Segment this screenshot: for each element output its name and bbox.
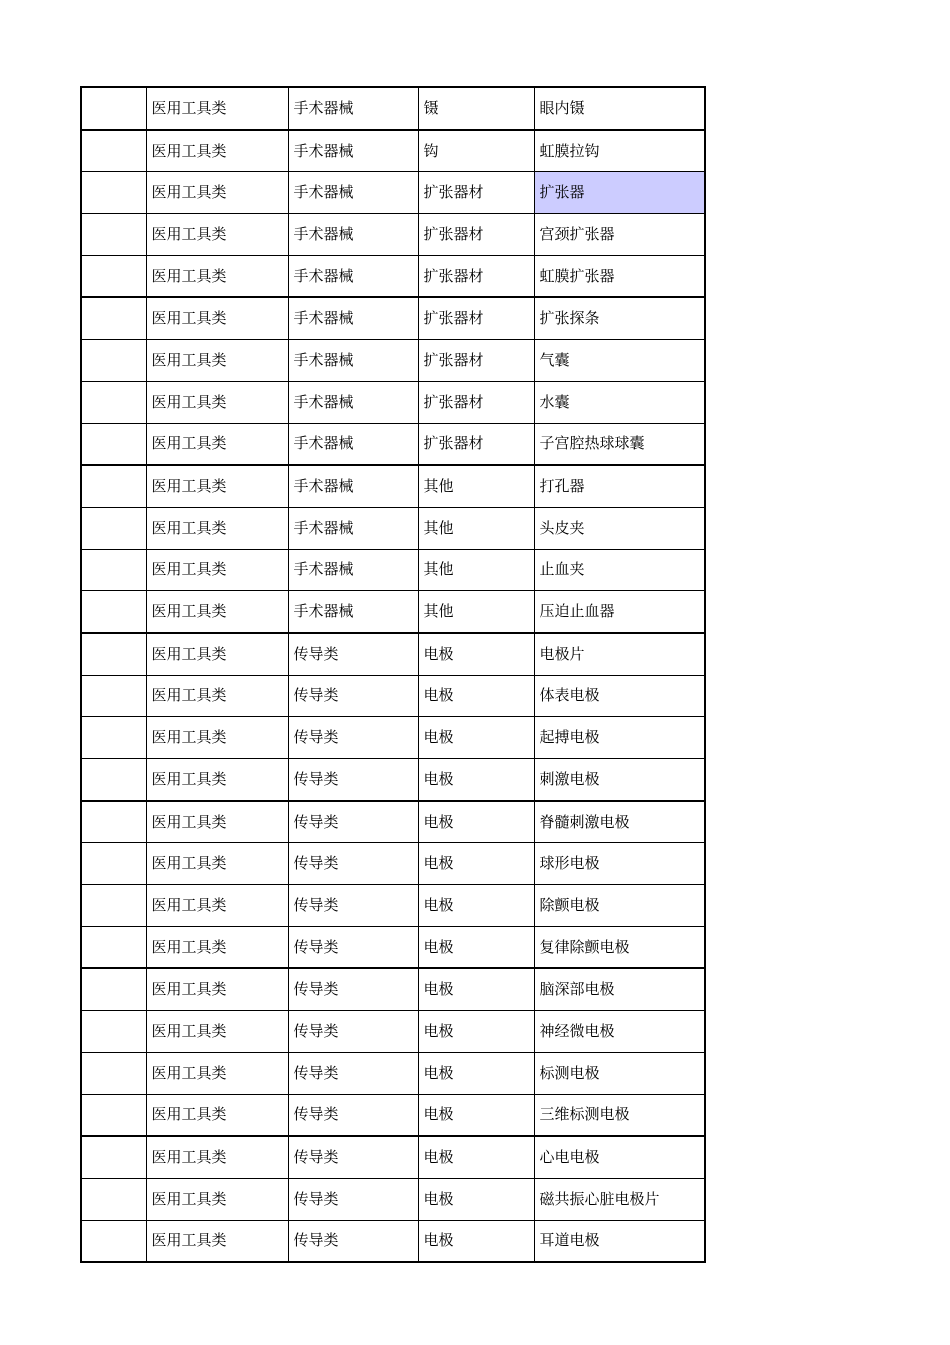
table-cell[interactable]: 神经微电极	[534, 1011, 705, 1053]
table-cell[interactable]: 其他	[418, 591, 534, 633]
table-cell[interactable]: 电极	[418, 843, 534, 885]
table-row	[81, 759, 705, 801]
table-row	[81, 801, 705, 843]
table-cell[interactable]	[81, 675, 146, 717]
table-cell[interactable]	[81, 717, 146, 759]
table-cell[interactable]: 医用工具类	[146, 1178, 288, 1220]
table-cell[interactable]: 除颤电极	[534, 885, 705, 927]
table-cell[interactable]: 传导类	[288, 1178, 418, 1220]
table-row	[81, 1094, 705, 1136]
table-cell[interactable]: 医用工具类	[146, 1011, 288, 1053]
table-cell[interactable]	[81, 87, 146, 130]
table-cell[interactable]: 医用工具类	[146, 465, 288, 507]
table-cell[interactable]	[81, 130, 146, 172]
table-cell[interactable]: 气囊	[534, 340, 705, 382]
table-row	[81, 340, 705, 382]
table-cell[interactable]: 医用工具类	[146, 297, 288, 339]
table-cell[interactable]: 扩张器材	[418, 381, 534, 423]
table-cell[interactable]: 电极	[418, 885, 534, 927]
spreadsheet-table	[80, 86, 706, 1263]
table-cell[interactable]: 扩张器材	[418, 255, 534, 297]
table-cell[interactable]: 传导类	[288, 843, 418, 885]
table-cell[interactable]: 传导类	[288, 801, 418, 843]
table-row	[81, 1136, 705, 1178]
table-cell[interactable]: 医用工具类	[146, 885, 288, 927]
table-cell[interactable]: 传导类	[288, 717, 418, 759]
table-cell[interactable]: 医用工具类	[146, 172, 288, 214]
table-cell[interactable]: 医用工具类	[146, 1220, 288, 1262]
table-cell[interactable]: 传导类	[288, 1220, 418, 1262]
table-cell[interactable]	[81, 633, 146, 675]
table-cell[interactable]: 虹膜扩张器	[534, 255, 705, 297]
table-cell[interactable]: 电极	[418, 968, 534, 1010]
table-cell[interactable]: 电极	[418, 1094, 534, 1136]
table-cell[interactable]: 传导类	[288, 926, 418, 968]
table-cell[interactable]: 传导类	[288, 675, 418, 717]
table-cell[interactable]: 传导类	[288, 1136, 418, 1178]
table-cell[interactable]	[81, 926, 146, 968]
table-cell[interactable]: 电极	[418, 675, 534, 717]
table-cell[interactable]: 脑深部电极	[534, 968, 705, 1010]
table-cell[interactable]	[81, 1220, 146, 1262]
table-cell[interactable]: 医用工具类	[146, 381, 288, 423]
table-row	[81, 926, 705, 968]
table-cell[interactable]: 电极	[418, 1178, 534, 1220]
table-cell[interactable]: 扩张器材	[418, 297, 534, 339]
table-row	[81, 843, 705, 885]
table-cell[interactable]	[81, 340, 146, 382]
table-cell[interactable]: 医用工具类	[146, 340, 288, 382]
table-cell[interactable]: 三维标测电极	[534, 1094, 705, 1136]
table-cell[interactable]: 扩张器材	[418, 423, 534, 465]
table-cell[interactable]	[81, 1011, 146, 1053]
table-cell[interactable]	[81, 549, 146, 591]
table-cell[interactable]	[81, 843, 146, 885]
table-cell[interactable]: 传导类	[288, 1011, 418, 1053]
table-cell[interactable]: 医用工具类	[146, 926, 288, 968]
table-cell[interactable]: 手术器械	[288, 340, 418, 382]
table-cell[interactable]: 手术器械	[288, 172, 418, 214]
table-row	[81, 381, 705, 423]
table-cell[interactable]: 医用工具类	[146, 214, 288, 256]
table-cell[interactable]: 电极	[418, 717, 534, 759]
table-cell[interactable]: 医用工具类	[146, 255, 288, 297]
table-cell[interactable]: 医用工具类	[146, 130, 288, 172]
table-cell[interactable]: 电极	[418, 633, 534, 675]
table-cell[interactable]: 压迫止血器	[534, 591, 705, 633]
table-cell[interactable]	[81, 1178, 146, 1220]
table-row	[81, 717, 705, 759]
table-row	[81, 507, 705, 549]
table-row	[81, 172, 705, 214]
table-row	[81, 297, 705, 339]
table-cell[interactable]: 电极	[418, 759, 534, 801]
table-cell[interactable]: 其他	[418, 465, 534, 507]
table-row	[81, 633, 705, 675]
table-cell[interactable]: 扩张器材	[418, 214, 534, 256]
table-cell[interactable]	[81, 381, 146, 423]
table-row	[81, 968, 705, 1010]
table-cell[interactable]: 医用工具类	[146, 968, 288, 1010]
table-cell[interactable]: 体表电极	[534, 675, 705, 717]
table-cell[interactable]	[81, 172, 146, 214]
table-row	[81, 1011, 705, 1053]
table-cell[interactable]	[81, 297, 146, 339]
table-row	[81, 549, 705, 591]
table-cell[interactable]: 医用工具类	[146, 1052, 288, 1094]
table-cell[interactable]: 医用工具类	[146, 759, 288, 801]
table-cell[interactable]	[81, 968, 146, 1010]
table-row	[81, 130, 705, 172]
table-cell[interactable]	[81, 885, 146, 927]
table-cell[interactable]: 传导类	[288, 759, 418, 801]
table-cell[interactable]: 其他	[418, 507, 534, 549]
table-cell[interactable]: 医用工具类	[146, 717, 288, 759]
table-cell[interactable]	[81, 1136, 146, 1178]
table-cell[interactable]: 医用工具类	[146, 633, 288, 675]
table-row	[81, 465, 705, 507]
table-cell[interactable]: 医用工具类	[146, 549, 288, 591]
table-cell[interactable]: 传导类	[288, 968, 418, 1010]
table-cell[interactable]: 电极	[418, 1136, 534, 1178]
table-cell[interactable]: 水囊	[534, 381, 705, 423]
table-row	[81, 1220, 705, 1262]
table-cell[interactable]: 子宫腔热球球囊	[534, 423, 705, 465]
table-cell[interactable]: 扩张器材	[418, 340, 534, 382]
table-row	[81, 255, 705, 297]
table-row	[81, 1052, 705, 1094]
table-row	[81, 675, 705, 717]
table-cell[interactable]: 手术器械	[288, 255, 418, 297]
table-cell[interactable]: 电极	[418, 1052, 534, 1094]
selected-cell[interactable]: 扩张器	[534, 172, 705, 214]
table-cell[interactable]	[81, 255, 146, 297]
table-cell[interactable]: 电极	[418, 926, 534, 968]
table-body	[81, 87, 705, 1262]
table-cell[interactable]: 眼内镊	[534, 87, 705, 130]
table-cell[interactable]: 手术器械	[288, 297, 418, 339]
table-cell[interactable]	[81, 759, 146, 801]
table-cell[interactable]: 宫颈扩张器	[534, 214, 705, 256]
table-cell[interactable]: 手术器械	[288, 214, 418, 256]
table-cell[interactable]: 传导类	[288, 1094, 418, 1136]
table-cell[interactable]: 球形电极	[534, 843, 705, 885]
table-cell[interactable]	[81, 801, 146, 843]
table-cell[interactable]: 心电电极	[534, 1136, 705, 1178]
table-cell[interactable]	[81, 507, 146, 549]
table-cell[interactable]: 电极	[418, 1011, 534, 1053]
table-row	[81, 591, 705, 633]
table-cell[interactable]: 手术器械	[288, 381, 418, 423]
table-cell[interactable]: 医用工具类	[146, 843, 288, 885]
table-cell[interactable]	[81, 1094, 146, 1136]
table-cell[interactable]: 头皮夹	[534, 507, 705, 549]
table-cell[interactable]: 标测电极	[534, 1052, 705, 1094]
table-row	[81, 214, 705, 256]
table-cell[interactable]: 手术器械	[288, 423, 418, 465]
table-cell[interactable]: 起搏电极	[534, 717, 705, 759]
table-cell[interactable]: 磁共振心脏电极片	[534, 1178, 705, 1220]
table-cell[interactable]	[81, 423, 146, 465]
table-row	[81, 1178, 705, 1220]
table-cell[interactable]	[81, 1052, 146, 1094]
table-cell[interactable]: 止血夹	[534, 549, 705, 591]
table-cell[interactable]: 脊髓刺激电极	[534, 801, 705, 843]
table-cell[interactable]: 电极	[418, 1220, 534, 1262]
table-cell[interactable]	[81, 591, 146, 633]
table-cell[interactable]	[81, 214, 146, 256]
table-cell[interactable]: 手术器械	[288, 591, 418, 633]
table-cell[interactable]: 传导类	[288, 885, 418, 927]
table-cell[interactable]: 耳道电极	[534, 1220, 705, 1262]
table-cell[interactable]: 医用工具类	[146, 675, 288, 717]
table-cell[interactable]: 医用工具类	[146, 507, 288, 549]
table-cell[interactable]: 医用工具类	[146, 1094, 288, 1136]
table-cell[interactable]: 扩张探条	[534, 297, 705, 339]
table-row	[81, 87, 705, 130]
table-cell[interactable]: 医用工具类	[146, 591, 288, 633]
table-cell[interactable]: 刺激电极	[534, 759, 705, 801]
table-cell[interactable]: 医用工具类	[146, 1136, 288, 1178]
table-cell[interactable]: 钩	[418, 130, 534, 172]
table-cell[interactable]: 扩张器材	[418, 172, 534, 214]
table-cell[interactable]: 手术器械	[288, 465, 418, 507]
table-cell[interactable]: 手术器械	[288, 87, 418, 130]
table-cell[interactable]: 电极	[418, 801, 534, 843]
table-cell[interactable]: 医用工具类	[146, 423, 288, 465]
table-cell[interactable]: 医用工具类	[146, 801, 288, 843]
table-cell[interactable]: 其他	[418, 549, 534, 591]
table-cell[interactable]: 手术器械	[288, 130, 418, 172]
table-cell[interactable]: 传导类	[288, 633, 418, 675]
table-cell[interactable]	[81, 465, 146, 507]
table-cell[interactable]: 手术器械	[288, 549, 418, 591]
table-cell[interactable]: 虹膜拉钩	[534, 130, 705, 172]
table-cell[interactable]: 医用工具类	[146, 87, 288, 130]
table-cell[interactable]: 电极片	[534, 633, 705, 675]
table-cell[interactable]: 手术器械	[288, 507, 418, 549]
table-cell[interactable]: 传导类	[288, 1052, 418, 1094]
table-cell[interactable]: 复律除颤电极	[534, 926, 705, 968]
table-cell[interactable]: 打孔器	[534, 465, 705, 507]
table-cell[interactable]: 镊	[418, 87, 534, 130]
table-row	[81, 885, 705, 927]
table-row	[81, 423, 705, 465]
